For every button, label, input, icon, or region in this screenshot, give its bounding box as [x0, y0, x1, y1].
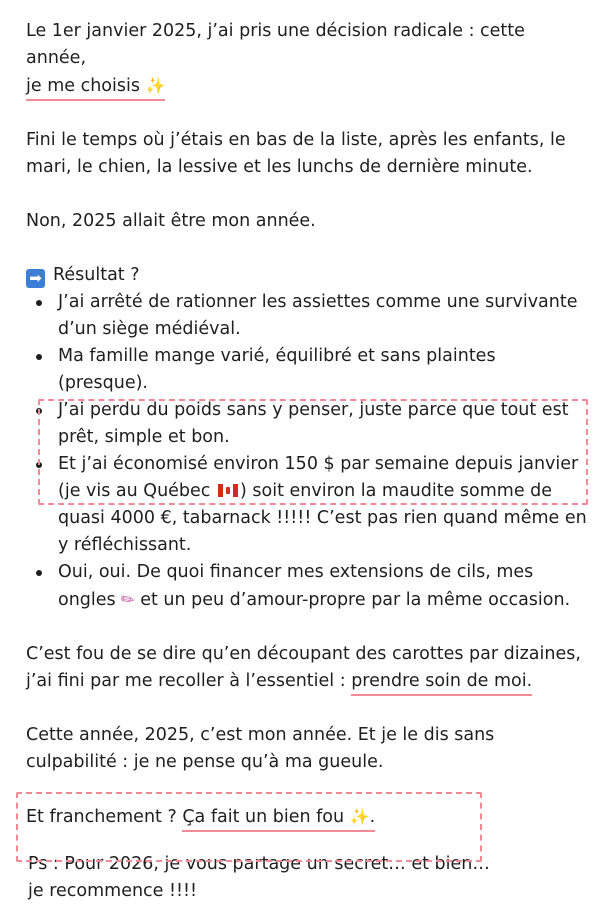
- post-body: [26, 18, 588, 905]
- savings-text-b: ) soit environ la maudite somme de quasi 4000 €, tabarnack !!!!! C’est pas rien quand même en y réfléchissant.: [58, 481, 587, 555]
- sparkle-icon: ✨: [145, 76, 166, 95]
- franchement-period: .: [369, 807, 376, 827]
- franchement-highlight-text: Ça fait un bien fou: [182, 807, 345, 827]
- franchement-text: Et franchement ?: [26, 807, 177, 827]
- list-item: Ma famille mange varié, équilibré et sans plaintes (presque).: [26, 343, 588, 397]
- intro-highlight: [26, 76, 165, 101]
- results-list: [26, 289, 588, 614]
- arrow-right-icon: ➡: [26, 269, 45, 288]
- ps-line2: je recommence !!!!: [28, 881, 198, 901]
- carottes-highlight: prendre soin de moi.: [351, 671, 532, 696]
- item5-text-a: Oui, oui. De quoi financer mes extensions de cils, mes ongles: [58, 562, 534, 610]
- results-heading-text: Résultat ?: [53, 265, 140, 285]
- paragraph-non: Non, 2025 allait être mon année.: [26, 211, 316, 231]
- list-item: J’ai arrêté de rationner les assiettes comme une survivante d’un siège médiéval.: [26, 289, 588, 343]
- ps-line1: Ps : Pour 2026, je vous partage un secret… et bien…: [28, 854, 490, 874]
- paragraph-carottes: [26, 641, 588, 695]
- franchement-highlight: [182, 807, 375, 832]
- list-item-savings: [26, 451, 588, 559]
- item5-text-b: et un peu d’amour-propre par la même occasion.: [140, 590, 571, 610]
- paragraph-franchement: [26, 803, 588, 831]
- savings-text-a: Et j’ai économisé environ 150 $ par semaine depuis janvier (je vis au Québec: [58, 454, 579, 501]
- paragraph-fini: Fini le temps où j’étais en bas de la liste, après les enfants, le mari, le chien, la lessive et les lunchs de dernière minute.: [26, 130, 566, 177]
- ps-paragraph: [26, 851, 588, 905]
- intro-text: Le 1er janvier 2025, j’ai pris une décision radicale : cette année,: [26, 21, 525, 68]
- sparkle-icon: ✨: [349, 807, 370, 826]
- list-item: [26, 559, 588, 614]
- results-heading: [26, 262, 588, 289]
- nail-polish-icon: ✎: [116, 587, 139, 612]
- intro-paragraph: [26, 18, 588, 100]
- paragraph-annee: Cette année, 2025, c’est mon année. Et je le dis sans culpabilité : je ne pense qu’à ma gueule.: [26, 725, 495, 772]
- list-item: J’ai perdu du poids sans y penser, juste parce que tout est prêt, simple et bon.: [26, 397, 588, 451]
- carottes-text: C’est fou de se dire qu’en découpant des carottes par dizaines, j’ai fini par me recoller à l’essentiel :: [26, 644, 581, 691]
- intro-highlight-text: je me choisis: [26, 76, 140, 96]
- canada-flag-icon: [218, 484, 238, 497]
